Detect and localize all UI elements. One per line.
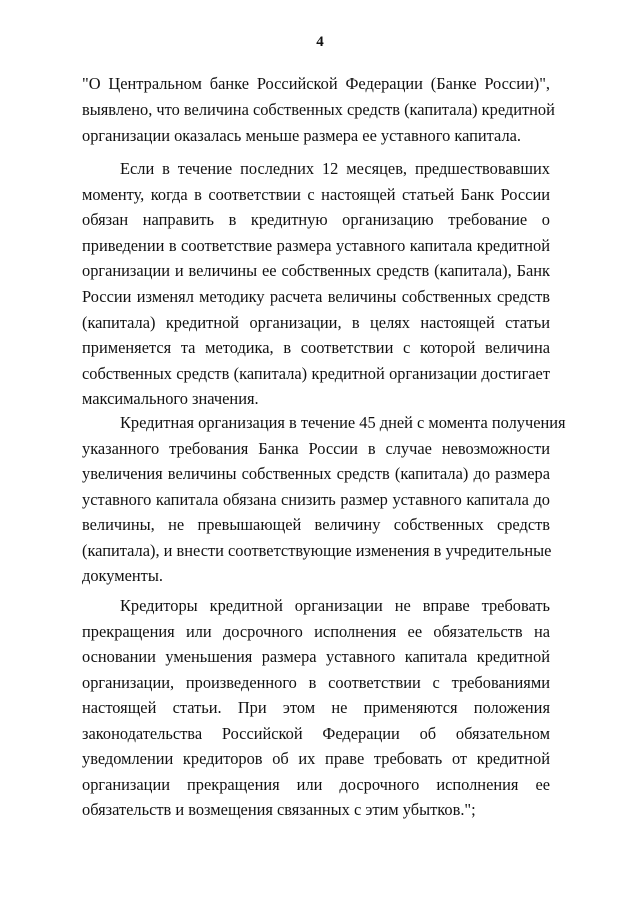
text-line: настоящей статьи. При этом не применяются положения	[82, 698, 550, 717]
text-line: уведомлении кредиторов об их праве требовать от кредитной	[82, 749, 550, 768]
text-line: организации, произведенного в соответствии с требованиями	[82, 673, 550, 692]
text-line: (капитала) кредитной организации, в целях настоящей статьи	[82, 313, 550, 332]
text-line: документы.	[82, 566, 163, 585]
text-line: организации и величины ее собственных средств (капитала), Банк	[82, 261, 550, 280]
text-line: законодательства Российской Федерации об обязательном	[82, 724, 550, 743]
text-line: "О Центральном банке Российской Федерации (Банке России)",	[82, 74, 550, 93]
text-line: обязан направить в кредитную организацию требование о	[82, 210, 550, 229]
text-line: собственных средств (капитала) кредитной организации достигает	[82, 364, 550, 383]
text-line: обязательств и возмещения связанных с этим убытков.";	[82, 800, 476, 819]
page-number: 4	[316, 34, 324, 50]
text-line: основании уменьшения размера уставного капитала кредитной	[82, 647, 550, 666]
text-line: максимального значения.	[82, 389, 259, 408]
text-line: Кредиторы кредитной организации не вправе требовать	[120, 596, 550, 615]
text-line: Кредитная организация в течение 45 дней с момента получения	[120, 413, 566, 432]
text-line: величины, не превышающей величину собственных средств	[82, 515, 550, 534]
text-line: увеличения величины собственных средств (капитала) до размера	[82, 464, 550, 483]
text-line: моменту, когда в соответствии с настоящей статьей Банк России	[82, 185, 550, 204]
text-line: прекращения или досрочного исполнения ее обязательств на	[82, 622, 550, 641]
text-line: указанного требования Банка России в случае невозможности	[82, 439, 550, 458]
text-line: выявлено, что величина собственных средств (капитала) кредитной	[82, 100, 555, 119]
text-line: организации оказалась меньше размера ее уставного капитала.	[82, 126, 522, 145]
text-line: приведении в соответствие размера уставного капитала кредитной	[82, 236, 550, 255]
text-line: России изменял методику расчета величины собственных средств	[82, 287, 550, 306]
text-line: уставного капитала обязана снизить размер уставного капитала до	[82, 490, 550, 509]
text-line: организации прекращения или досрочного исполнения ее	[82, 775, 550, 794]
text-line: Если в течение последних 12 месяцев, предшествовавших	[120, 159, 550, 178]
text-line: применяется та методика, в соответствии с которой величина	[82, 338, 550, 357]
text-line: (капитала), и внести соответствующие изменения в учредительные	[82, 541, 552, 560]
